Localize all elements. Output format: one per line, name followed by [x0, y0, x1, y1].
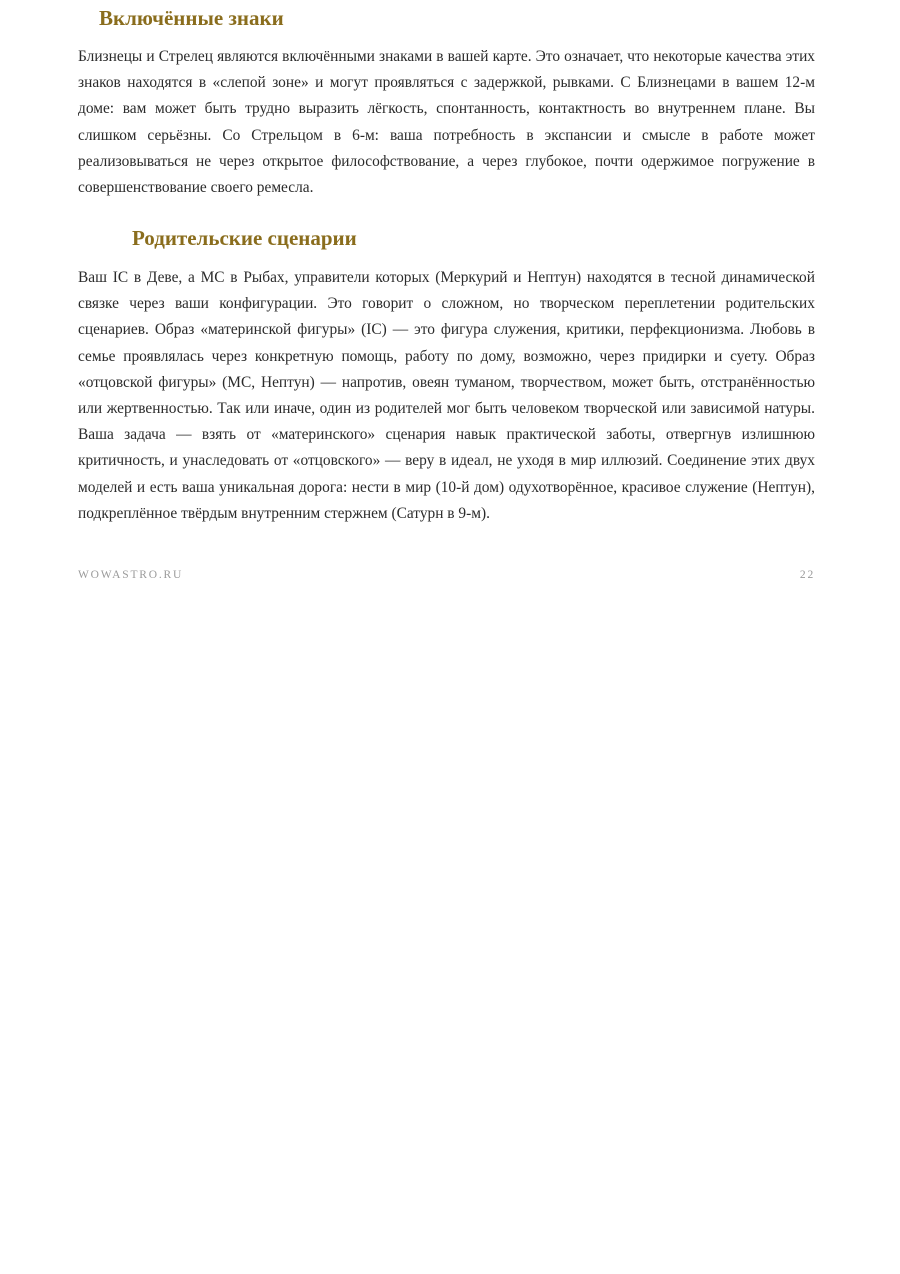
section-heading-included-signs: Включённые знаки — [99, 6, 284, 30]
paragraph-included-signs: Близнецы и Стрелец являются включёнными знаками в вашей карте. Это означает, что некоторые качества этих знаков находятся в «слепой зоне» и могут проявляться с задержкой, рывками. С Близнецами в вашем 12-м доме: вам может быть трудно выразить лёгкость, спонтанность, контактность во внутреннем плане. Вы слишком серьёзны. Со Стрельцом в 6-м: ваша потребность в экспансии и смысле в работе может реализовываться не через открытое философствование, а через глубокое, почти одержимое погружение в совершенствование своего ремесла. — [78, 48, 815, 197]
footer-page-number: 22 — [799, 569, 815, 581]
page-footer — [78, 569, 815, 581]
section-heading-parental-scenarios: Родительские сценарии — [132, 226, 357, 250]
paragraph-parental-scenarios: Ваш IC в Деве, а MC в Рыбах, управители которых (Меркурий и Нептун) находятся в тесной динамической связке через ваши конфигурации. Это говорит о сложном, но творческом переплетении родительских сценариев. Образ «материнской фигуры» (IC) — это фигура служения, критики, перфекционизма. Любовь в семье проявлялась через конкретную помощь, работу по дому, возможно, через придирки и суету. Образ «отцовской фигуры» (MC, Нептун) — напротив, овеян туманом, творчеством, может быть, отстранённостью или жертвенностью. Так или иначе, один из родителей мог быть человеком творческой или зависимой натуры. Ваша задача — взять от «материнского» сценария навык практической заботы, отвергнув излишнюю критичность, и унаследовать от «отцовского» — веру в идеал, не уходя в мир иллюзий. Соединение этих двух моделей и есть ваша уникальная дорога: нести в мир (10-й дом) одухотворённое, красивое служение (Нептун), подкреплённое твёрдым внутренним стержнем (Сатурн в 9-м). — [78, 269, 815, 522]
footer-site-name: WOWASTRO.RU — [78, 569, 184, 581]
